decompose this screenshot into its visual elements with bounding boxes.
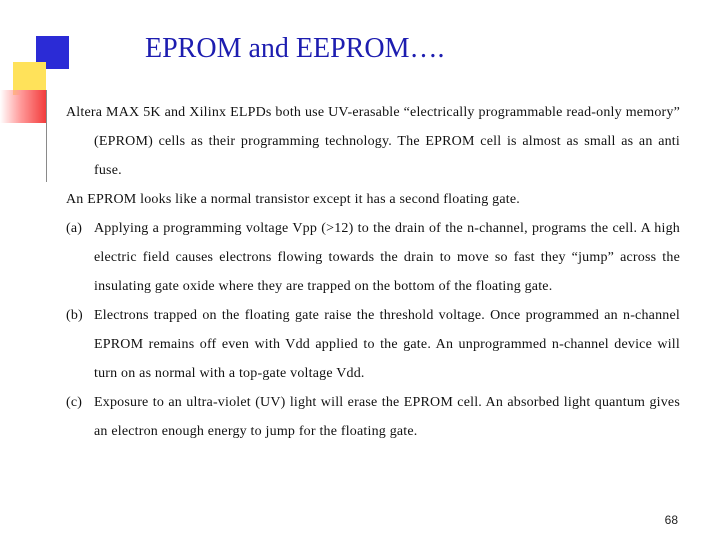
item-label: (a) — [66, 221, 83, 236]
list-item-a — [66, 214, 680, 301]
paragraph-eprom-description: An EPROM looks like a normal transistor except it has a second floating gate. — [66, 192, 520, 207]
list-item-c — [66, 388, 680, 446]
item-text: Exposure to an ultra-violet (UV) light will erase the EPROM cell. An absorbed light quantum gives an electron enough energy to jump for the floating gate. — [94, 395, 680, 439]
red-gradient-decoration — [0, 90, 46, 123]
item-label: (b) — [66, 308, 83, 323]
item-text: Electrons trapped on the floating gate raise the threshold voltage. Once programmed an n-channel EPROM remains off even with Vdd applied to the gate. An unprogrammed n-channel device will turn on as normal with a top-gate voltage Vdd. — [94, 308, 680, 381]
slide-title: EPROM and EEPROM…. — [145, 33, 445, 64]
vertical-rule — [46, 90, 47, 182]
paragraph-intro: Altera MAX 5K and Xilinx ELPDs both use UV-erasable “electrically programmable read-only memory” (EPROM) cells as their programming technology. The EPROM cell is almost as small as an anti fuse. — [66, 105, 680, 178]
page-number: 68 — [664, 513, 678, 527]
slide-body — [66, 98, 680, 446]
item-text: Applying a programming voltage Vpp (>12) to the drain of the n-channel, programs the cell. A high electric field causes electrons flowing towards the drain to move so fast they “jump” across the insulating gate oxide where they are trapped on the bottom of the floating gate. — [94, 221, 680, 294]
item-label: (c) — [66, 395, 83, 410]
list-item-b — [66, 301, 680, 388]
